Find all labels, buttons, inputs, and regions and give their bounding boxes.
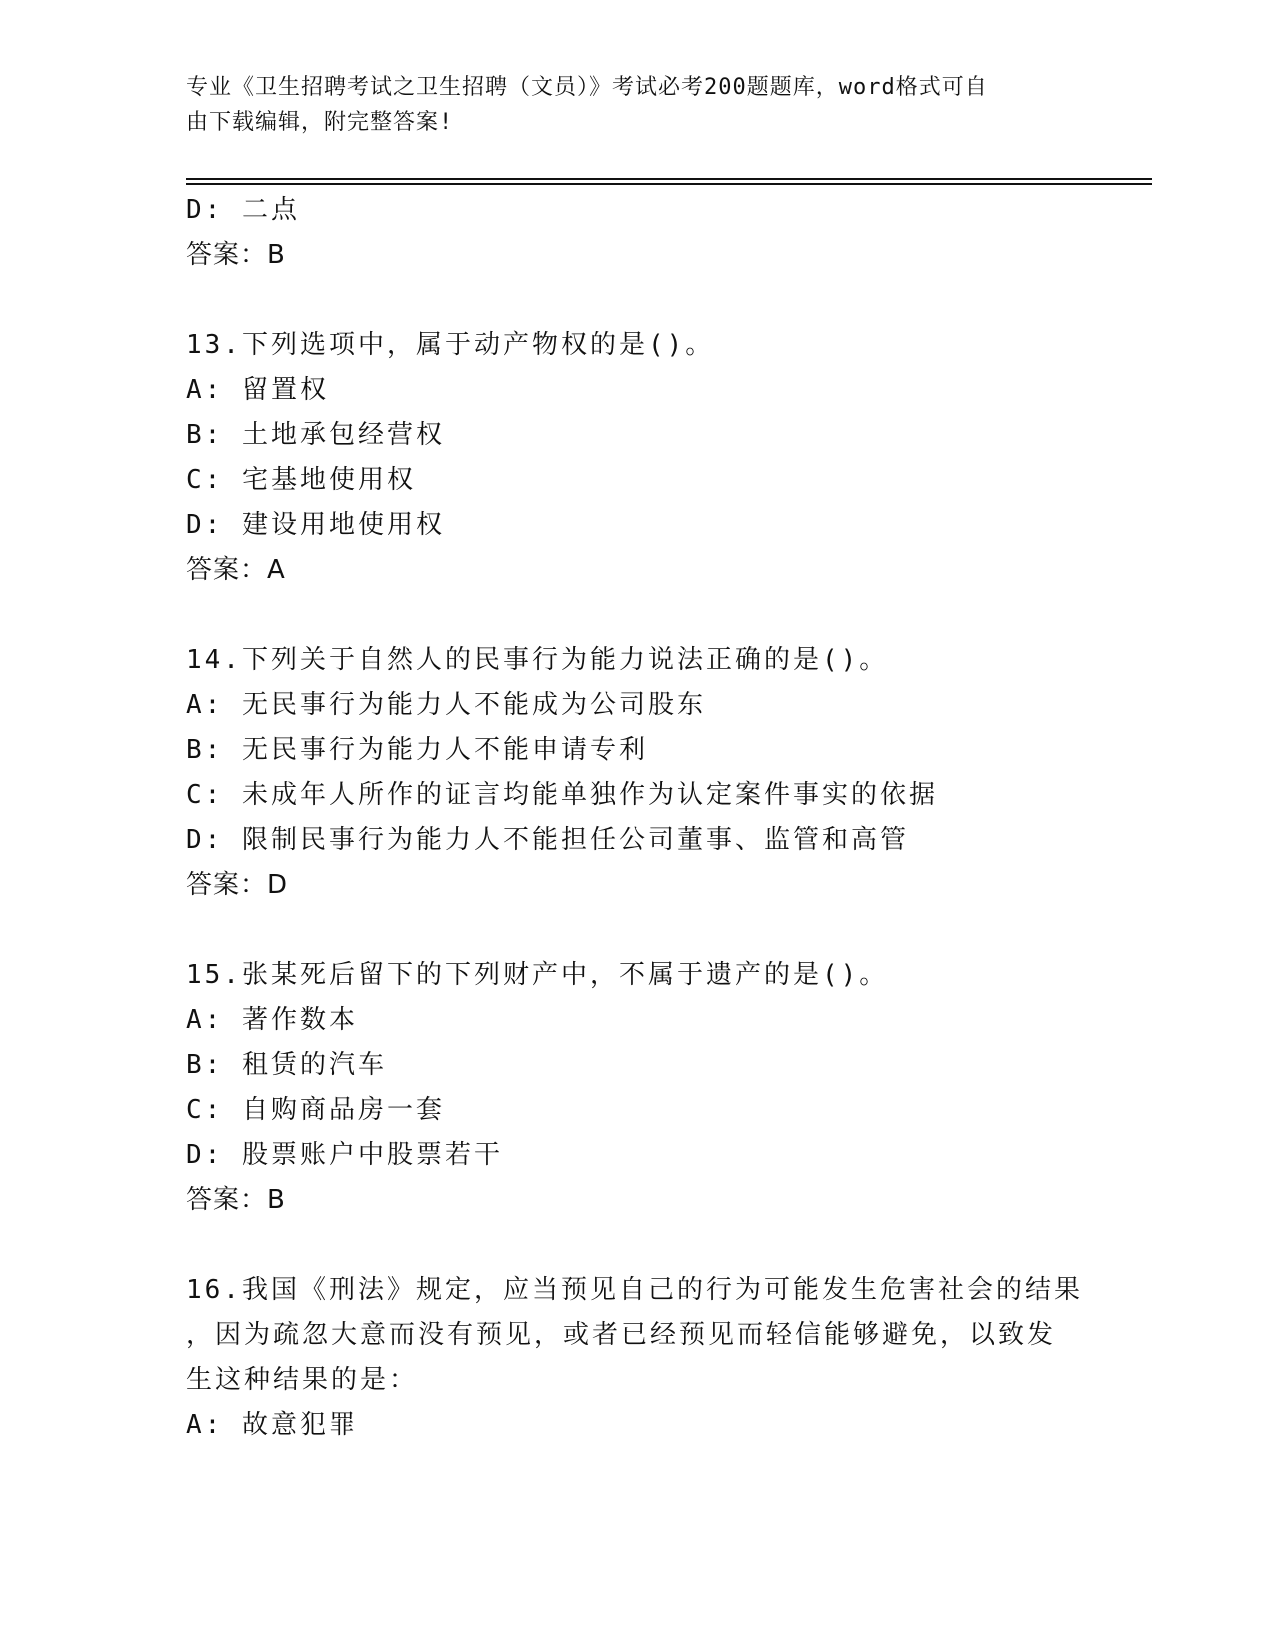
document-header [186, 70, 1066, 140]
question-16 [186, 1268, 1106, 1448]
question-title-line-2: ，因为疏忽大意而没有预见，或者已经预见而轻信能够避免，以致发 [186, 1320, 1057, 1350]
answer-line: 答案：B [186, 240, 286, 270]
option-d: D: 股票账户中股票若干 [186, 1140, 503, 1170]
question-title-line-3: 生这种结果的是： [186, 1365, 419, 1395]
question-title: 15.张某死后留下的下列财产中，不属于遗产的是()。 [186, 960, 889, 990]
option-c: C: 未成年人所作的证言均能单独作为认定案件事实的依据 [186, 780, 938, 810]
answer-line: 答案：A [186, 555, 286, 585]
option-a: A: 无民事行为能力人不能成为公司股东 [186, 690, 706, 720]
question-14 [186, 638, 1106, 908]
option-b: B: 无民事行为能力人不能申请专利 [186, 735, 648, 765]
option-b: B: 租赁的汽车 [186, 1050, 387, 1080]
question-title: 13.下列选项中，属于动产物权的是()。 [186, 330, 715, 360]
option-c: C: 宅基地使用权 [186, 465, 416, 495]
option-d: D: 二点 [186, 195, 300, 225]
option-a: A: 留置权 [186, 375, 329, 405]
header-divider-top [186, 178, 1152, 180]
option-b: B: 土地承包经营权 [186, 420, 445, 450]
header-line-2: 由下载编辑，附完整答案! [186, 110, 454, 135]
question-title: 14.下列关于自然人的民事行为能力说法正确的是()。 [186, 645, 889, 675]
question-12-tail [186, 188, 1106, 278]
answer-line: 答案：B [186, 1185, 286, 1215]
question-title-line-1: 16.我国《刑法》规定，应当预见自己的行为可能发生危害社会的结果 [186, 1275, 1083, 1305]
document-body [186, 188, 1106, 1448]
header-line-1: 专业《卫生招聘考试之卫生招聘（文员）》考试必考200题题库，word格式可自 [186, 75, 988, 100]
answer-line: 答案：D [186, 870, 289, 900]
question-13 [186, 323, 1106, 593]
option-a: A: 故意犯罪 [186, 1410, 358, 1440]
option-d: D: 限制民事行为能力人不能担任公司董事、监管和高管 [186, 825, 909, 855]
option-c: C: 自购商品房一套 [186, 1095, 445, 1125]
option-d: D: 建设用地使用权 [186, 510, 445, 540]
header-divider-bottom [186, 183, 1152, 185]
question-15 [186, 953, 1106, 1223]
option-a: A: 著作数本 [186, 1005, 358, 1035]
